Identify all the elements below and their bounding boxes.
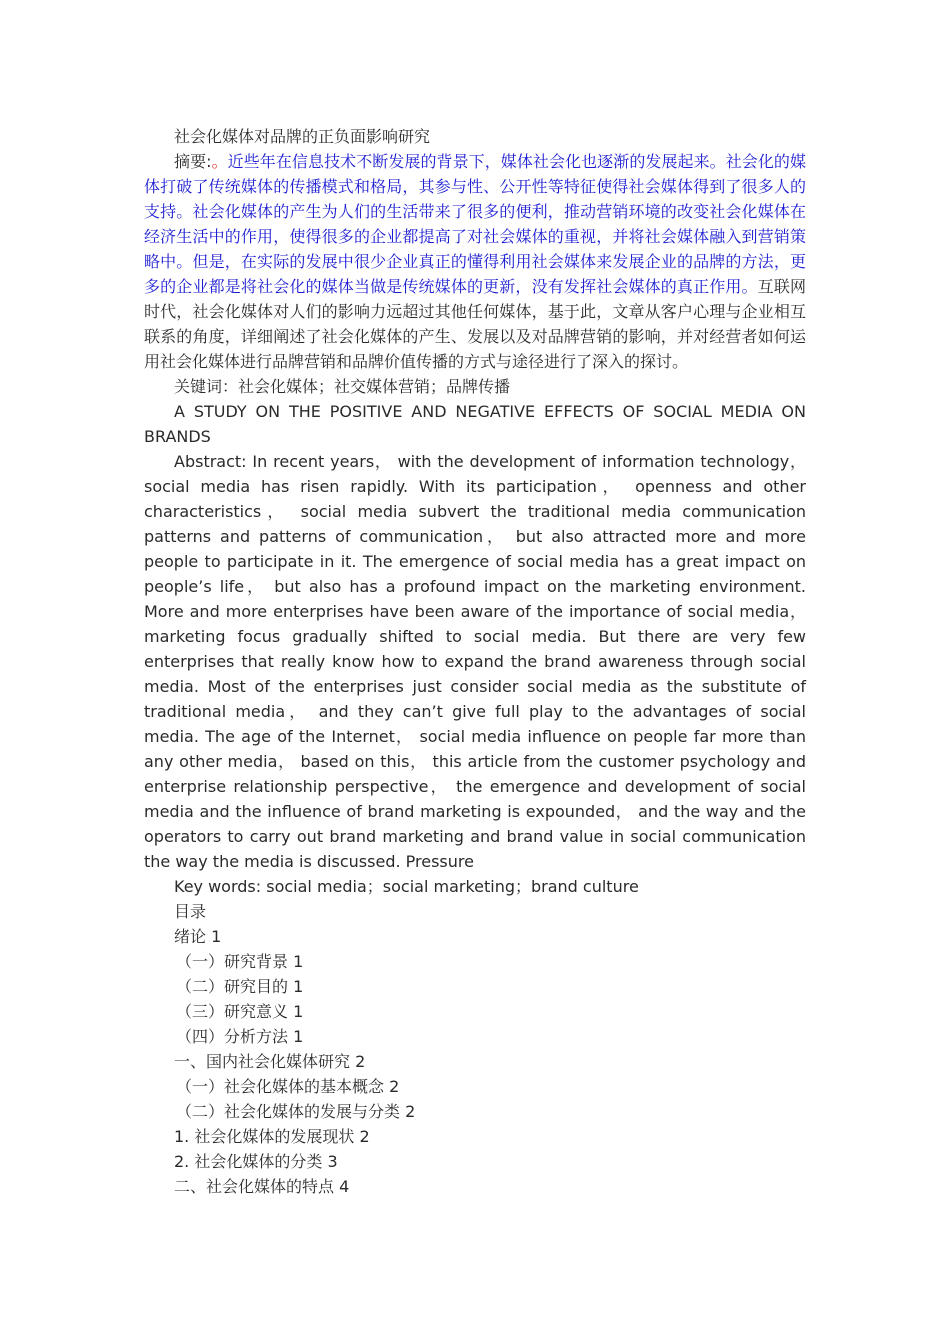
keywords-cn: 关键词：社会化媒体；社交媒体营销；品牌传播 bbox=[174, 377, 511, 396]
abstract-cn-rest: 互联网时代，社会化媒体对人们的影响力远超过其他任何媒体，基于此，文章从客户心理与企业相互联系的角度，详细阐述了社会化媒体的产生、发展以及对品牌营销的影响，并对经营者如何运用社会化媒体进行品牌营销和品牌价值传播的方式与途径进行了深入的探讨。 bbox=[144, 277, 806, 371]
toc-item[interactable]: （四）分析方法 1 bbox=[176, 1027, 304, 1046]
table-of-contents bbox=[144, 924, 806, 1199]
toc-item[interactable]: 绪论 1 bbox=[174, 927, 222, 946]
keywords-en: Key words: social media；social marketing；brand culture bbox=[174, 877, 639, 896]
toc-item[interactable]: （二）社会化媒体的发展与分类 2 bbox=[176, 1102, 416, 1121]
abstract-cn bbox=[144, 149, 806, 374]
toc-item[interactable]: 二、社会化媒体的特点 4 bbox=[174, 1177, 350, 1196]
document-page bbox=[144, 124, 806, 1199]
toc-item[interactable]: （一）社会化媒体的基本概念 2 bbox=[176, 1077, 400, 1096]
paper-title: 社会化媒体对品牌的正负面影响研究 bbox=[174, 127, 431, 146]
toc-item[interactable]: （三）研究意义 1 bbox=[176, 1002, 304, 1021]
toc-item[interactable]: （二）研究目的 1 bbox=[176, 977, 304, 996]
paper-title-en: A STUDY ON THE POSITIVE AND NEGATIVE EFFECTS OF SOCIAL MEDIA ON BRANDS bbox=[144, 402, 806, 446]
abstract-cn-marker: 。 bbox=[211, 152, 228, 171]
abstract-cn-label: 摘要: bbox=[174, 152, 212, 171]
toc-item[interactable]: 2. 社会化媒体的分类 3 bbox=[174, 1152, 338, 1171]
toc-item[interactable]: （一）研究背景 1 bbox=[176, 952, 304, 971]
toc-heading: 目录 bbox=[174, 902, 207, 921]
abstract-en: Abstract: In recent years， with the development of information technology，social media has risen rapidly. With its participation， openness and other characteristics， social media subvert the traditional media communication patterns and patterns of communication， but also attracted more and more people to participate in it. The emergence of social media has a great impact on people’s life， but also has a profound impact on the marketing environment. More and more enterprises have been aware of the importance of social media，marketing focus gradually shifted to social media. But there are very few enterprises that really know how to expand the brand awareness through social media. Most of the enterprises just consider social media as the substitute of traditional media， and they can’t give full play to the advantages of social media. The age of the Internet， social media influence on people far more than any other media， based on this， this article from the customer psychology and enterprise relationship perspective， the emergence and development of social media and the influence of brand marketing is expounded， and the way and the operators to carry out brand marketing and brand value in social communication the way the media is discussed. Pressure bbox=[144, 452, 807, 871]
toc-item[interactable]: 1. 社会化媒体的发展现状 2 bbox=[174, 1127, 370, 1146]
abstract-cn-highlight: 近些年在信息技术不断发展的背景下，媒体社会化也逐渐的发展起来。社会化的媒体打破了传统媒体的传播模式和格局，其参与性、公开性等特征使得社会媒体得到了很多人的支持。社会化媒体的产生为人们的生活带来了很多的便利，推动营销环境的改变社会化媒体在经济生活中的作用，使得很多的企业都提高了对社会媒体的重视，并将社会媒体融入到营销策略中。但是，在实际的发展中很少企业真正的懂得利用社会媒体来发展企业的品牌的方法，更多的企业都是将社会化的媒体当做是传统媒体的更新，没有发挥社会媒体的真正作用。 bbox=[144, 152, 806, 296]
toc-item[interactable]: 一、国内社会化媒体研究 2 bbox=[174, 1052, 366, 1071]
